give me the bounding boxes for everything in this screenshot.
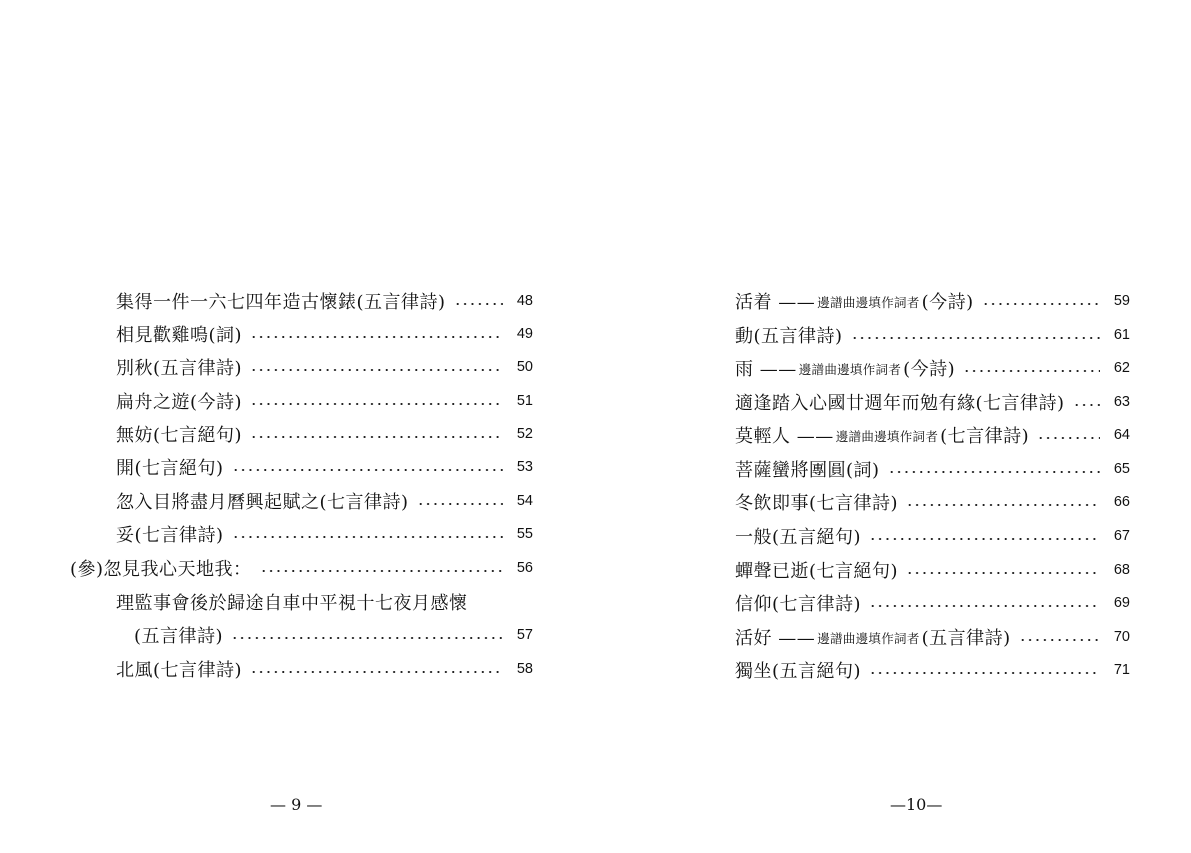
entry-title: 妥(七言律詩) <box>116 525 224 546</box>
entry-title <box>735 355 955 381</box>
entry-title: (參)忽見我心天地我： <box>70 559 252 580</box>
toc-entry <box>116 452 533 482</box>
page-number: 64 <box>1113 427 1130 443</box>
toc-entry <box>116 486 533 516</box>
right-page <box>595 0 1191 853</box>
entry-title: 扁舟之遊(今詩) <box>116 392 243 413</box>
toc-section-entry <box>70 553 533 583</box>
dot-leader <box>232 536 503 538</box>
entry-title <box>735 624 1011 650</box>
dot-leader <box>250 671 503 673</box>
dot-leader <box>250 436 503 438</box>
entry-main: 活好 —— <box>735 628 816 649</box>
entry-title: 信仰(七言律詩) <box>735 594 862 615</box>
entry-title: 集得一件一六七四年造古懷錶(五言律詩) <box>116 292 446 313</box>
toc-entry <box>116 419 533 449</box>
left-page <box>0 0 595 853</box>
page-number: 65 <box>1113 461 1130 477</box>
entry-note: 邊譜曲邊填作詞者 <box>798 362 902 377</box>
toc-entry <box>116 352 533 382</box>
entry-main: 活着 —— <box>735 292 816 313</box>
toc-entry <box>735 655 1130 685</box>
dot-leader <box>260 570 503 572</box>
entry-main: 雨 —— <box>735 359 797 380</box>
toc-entry <box>735 420 1130 450</box>
dot-leader <box>851 337 1100 339</box>
dot-leader <box>888 471 1100 473</box>
entry-note: 邊譜曲邊填作詞者 <box>817 631 920 646</box>
entry-title: (五言律詩) <box>134 626 224 647</box>
entry-title: 理監事會後於歸途自車中平視十七夜月感懷 <box>116 593 468 614</box>
toc-entry <box>116 519 533 549</box>
toc-entry-line1 <box>116 587 533 617</box>
entry-genre: (五言律詩) <box>921 628 1011 649</box>
dot-leader <box>232 469 503 471</box>
entry-title: 動(五言律詩) <box>735 326 843 347</box>
page-number: 57 <box>516 627 533 643</box>
page-number: 71 <box>1113 662 1130 678</box>
page-number: 70 <box>1113 629 1130 645</box>
dot-leader <box>1037 437 1100 439</box>
page-number: 59 <box>1113 293 1130 309</box>
toc-entry <box>116 319 533 349</box>
toc-entry <box>116 286 533 316</box>
dot-leader <box>982 303 1100 305</box>
dot-leader <box>250 403 503 405</box>
toc-entry <box>735 320 1130 350</box>
page-number: 54 <box>516 493 533 509</box>
toc-entry <box>116 654 533 684</box>
dot-leader <box>906 504 1100 506</box>
toc-entry <box>735 588 1130 618</box>
dot-leader <box>454 303 503 305</box>
entry-title: 蟬聲已逝(七言絕句) <box>735 561 899 582</box>
toc-entry <box>735 555 1130 585</box>
dot-leader <box>250 336 503 338</box>
page-number: 52 <box>516 426 533 442</box>
entry-note: 邊譜曲邊填作詞者 <box>835 429 939 444</box>
entry-title: 相見歡雞鳴(詞) <box>116 325 243 346</box>
entry-title: 適逢踏入心國廿週年而勉有緣(七言律詩) <box>735 393 1065 414</box>
page-number: 56 <box>516 560 533 576</box>
page-number: 55 <box>516 526 533 542</box>
page-number: 68 <box>1113 562 1130 578</box>
dot-leader <box>231 637 503 639</box>
entry-title: 菩薩蠻將團圓(詞) <box>735 460 880 481</box>
entry-title: 北風(七言律詩) <box>116 660 243 681</box>
entry-genre: (今詩) <box>921 292 974 313</box>
entry-title <box>735 288 974 314</box>
toc-entry <box>735 487 1130 517</box>
entry-title: 忽入目將盡月曆興起賦之(七言律詩) <box>116 492 409 513</box>
dot-leader <box>869 605 1100 607</box>
toc-entry <box>735 622 1130 652</box>
entry-main: 莫輕人 —— <box>735 426 834 447</box>
entry-note: 邊譜曲邊填作詞者 <box>817 295 920 310</box>
page-number: 63 <box>1113 394 1130 410</box>
entry-title: 獨坐(五言絕句) <box>735 661 862 682</box>
dot-leader <box>417 503 503 505</box>
entry-title: 別秋(五言律詩) <box>116 358 243 379</box>
page-folio: —10— <box>890 795 943 814</box>
dot-leader <box>1073 404 1100 406</box>
page-number: 58 <box>516 661 533 677</box>
toc-entry <box>116 386 533 416</box>
page-number: 53 <box>516 459 533 475</box>
page-number: 67 <box>1113 528 1130 544</box>
dot-leader <box>250 369 503 371</box>
page-number: 48 <box>516 293 533 309</box>
dot-leader <box>906 572 1100 574</box>
toc-entry <box>735 353 1130 383</box>
dot-leader <box>1019 639 1100 641</box>
page-number: 69 <box>1113 595 1130 611</box>
entry-title: 一般(五言絕句) <box>735 527 862 548</box>
page-number: 51 <box>516 393 533 409</box>
entry-title: 開(七言絕句) <box>116 458 224 479</box>
entry-genre: (七言律詩) <box>940 426 1030 447</box>
dot-leader <box>963 370 1100 372</box>
page-folio: — 9 — <box>270 795 323 814</box>
page-number: 61 <box>1113 327 1130 343</box>
page-number: 50 <box>516 359 533 375</box>
entry-title <box>735 422 1029 448</box>
dot-leader <box>869 538 1100 540</box>
entry-title: 無妨(七言絕句) <box>116 425 243 446</box>
page-number: 66 <box>1113 494 1130 510</box>
toc-entry <box>735 521 1130 551</box>
page-number: 62 <box>1113 360 1130 376</box>
toc-entry-line2 <box>134 620 533 650</box>
dot-leader <box>869 672 1100 674</box>
toc-entry <box>735 454 1130 484</box>
entry-genre: (今詩) <box>903 359 956 380</box>
entry-title: 冬飲即事(七言律詩) <box>735 493 899 514</box>
page-number: 49 <box>516 326 533 342</box>
toc-entry <box>735 387 1130 417</box>
toc-entry <box>735 286 1130 316</box>
